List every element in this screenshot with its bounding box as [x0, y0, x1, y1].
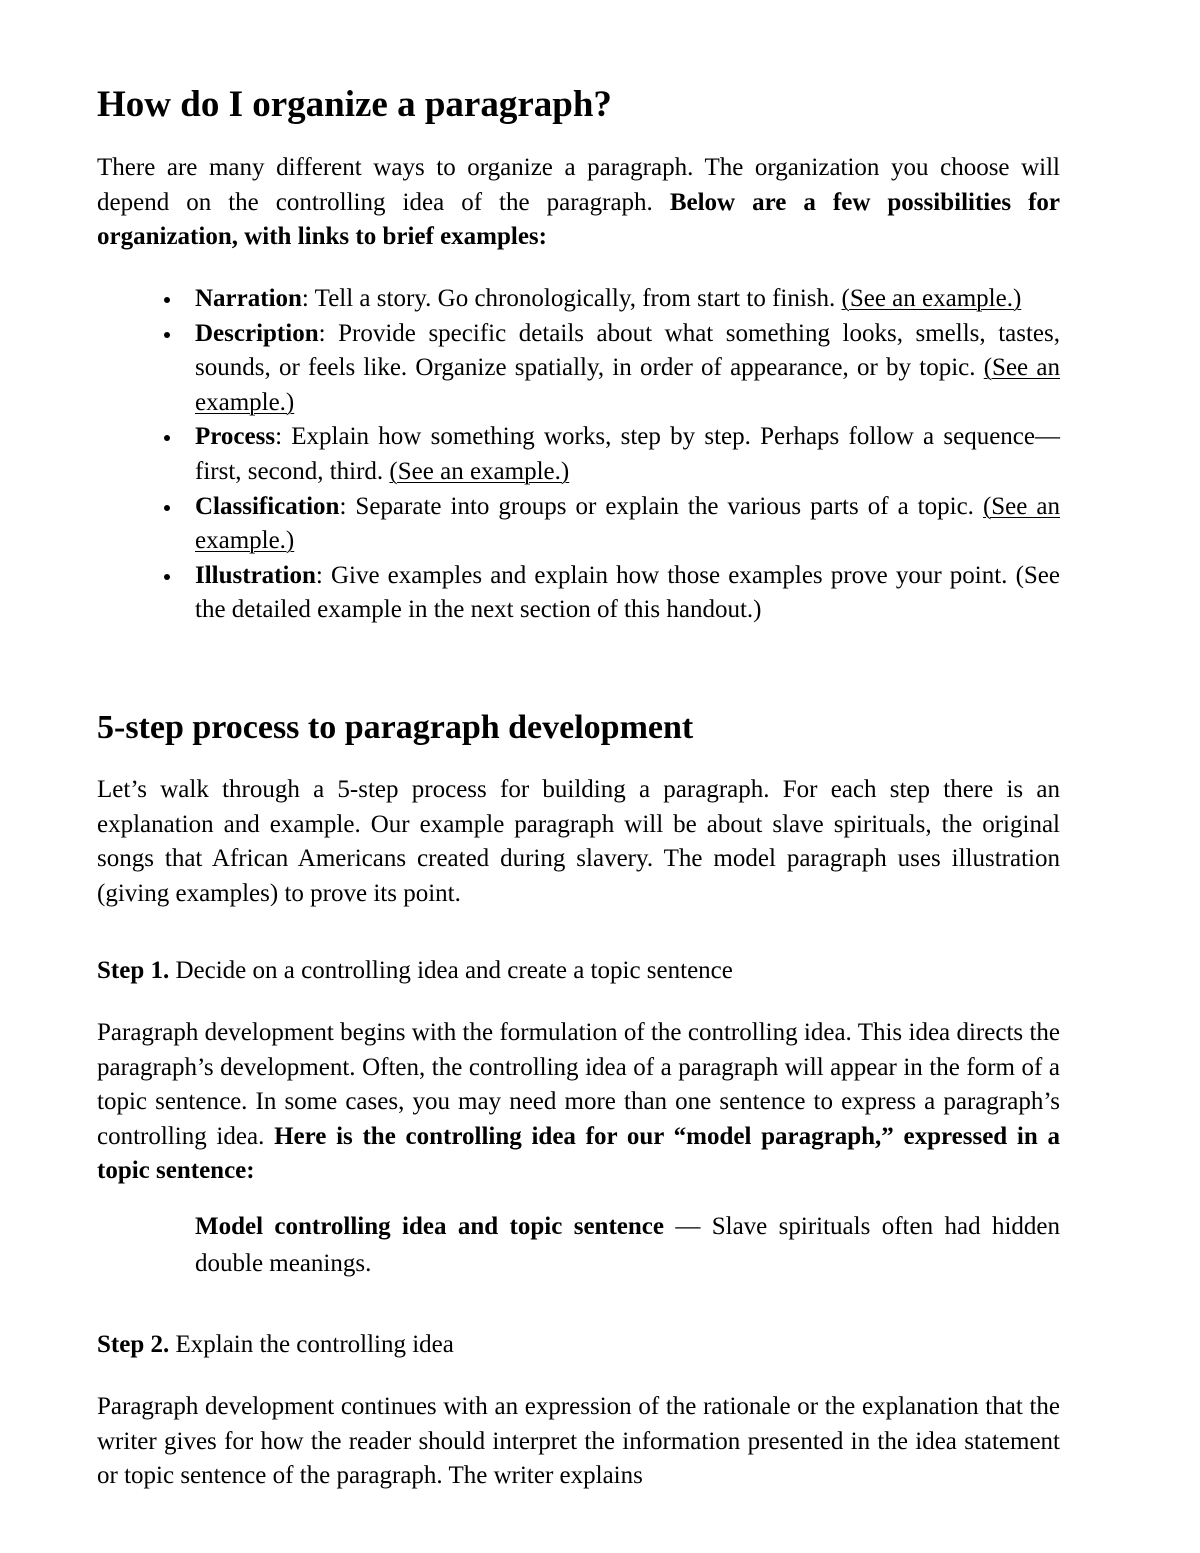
model-topic-sentence [195, 1208, 1060, 1282]
list-item-process [195, 420, 1060, 489]
see-example-link-description[interactable]: (See an example.) [195, 354, 1060, 416]
list-item-narration [195, 282, 1060, 317]
list-term: Process [195, 423, 276, 451]
model-sentence-label: Model controlling idea and topic sentence [195, 1213, 664, 1240]
step-2-label: Step 2. [97, 1331, 170, 1358]
see-example-link-classification[interactable]: (See an example.) [195, 492, 1060, 555]
page-title: How do I organize a paragraph? [97, 84, 612, 125]
step-1-text: Decide on a controlling idea and create a topic sentence [169, 957, 733, 984]
step-2-body: Paragraph development continues with an expression of the rationale or the explanation that the writer gives for how the reader should interpret the information presented in the idea statement or topic sentence of the paragraph. The writer explains [97, 1393, 1060, 1490]
see-example-link-process[interactable]: (See an example.) [389, 457, 570, 485]
list-separator: : [275, 423, 292, 451]
list-term: Narration [195, 285, 302, 312]
list-description: Give examples and explain how those examples prove your point. (See the detailed example in the next section of this handout.) [195, 561, 1060, 624]
list-separator: : [339, 492, 356, 520]
step-1-body [97, 1016, 1060, 1189]
intro-paragraph [97, 151, 1060, 255]
step-1-body-bold: Here is the controlling idea for our “model paragraph,” expressed in a topic sentence: [97, 1122, 1061, 1185]
list-description: Explain how something works, step by step. Perhaps follow a sequence—first, second, third. [195, 423, 1060, 485]
step-2-text: Explain the controlling idea [169, 1331, 454, 1358]
intro-text: There are many different ways to organize a paragraph. The organization you choose will depend on the controlling idea of the paragraph. [97, 154, 1060, 216]
organization-list [195, 282, 1060, 628]
list-description: Provide specific details about what something looks, smells, tastes, sounds, or feels like. Organize spatially, in order of appearance, or by topic. [195, 319, 1060, 382]
step-1-heading [97, 954, 1060, 989]
list-description: Tell a story. Go chronologically, from start to finish. [314, 285, 842, 312]
bullet-icon [164, 574, 170, 580]
list-description: Separate into groups or explain the various parts of a topic. [355, 492, 983, 520]
intro-bold-text: Below are a few possibilities for organization, with links to brief examples: [97, 188, 1060, 251]
step-2-heading [97, 1328, 1060, 1363]
see-example-link-narration[interactable]: (See an example.) [841, 285, 1022, 312]
list-item-description [195, 317, 1060, 421]
list-term: Description [195, 319, 319, 347]
bullet-icon [164, 505, 170, 511]
list-term: Classification [195, 492, 340, 520]
step-1-body-text: Paragraph development begins with the formulation of the controlling idea. This idea directs the paragraph’s development. Often, the controlling idea of a paragraph will appear in the form of a topic sentence. In some cases, you may need more than one sentence to express a paragraph’s controlling idea. [97, 1019, 1060, 1150]
process-intro-paragraph: Let’s walk through a 5-step process for building a paragraph. For each step there is an explanation and example. Our example paragraph will be about slave spirituals, the original songs that African Americans created during slavery. The model paragraph uses illustration (giving examples) to prove its point. [97, 776, 1060, 907]
list-term: Illustration [195, 561, 316, 589]
model-sentence-text: — Slave spirituals often had hidden double meanings. [195, 1213, 1060, 1277]
step-1-label: Step 1. [97, 957, 170, 984]
list-item-illustration [195, 559, 1060, 628]
list-separator: : [315, 561, 331, 589]
bullet-icon [164, 332, 170, 338]
bullet-icon [164, 297, 170, 303]
list-separator: : [318, 319, 339, 347]
section-heading: 5-step process to paragraph development [97, 709, 694, 746]
bullet-icon [164, 435, 170, 441]
list-item-classification [195, 490, 1060, 559]
list-separator: : [301, 285, 315, 312]
